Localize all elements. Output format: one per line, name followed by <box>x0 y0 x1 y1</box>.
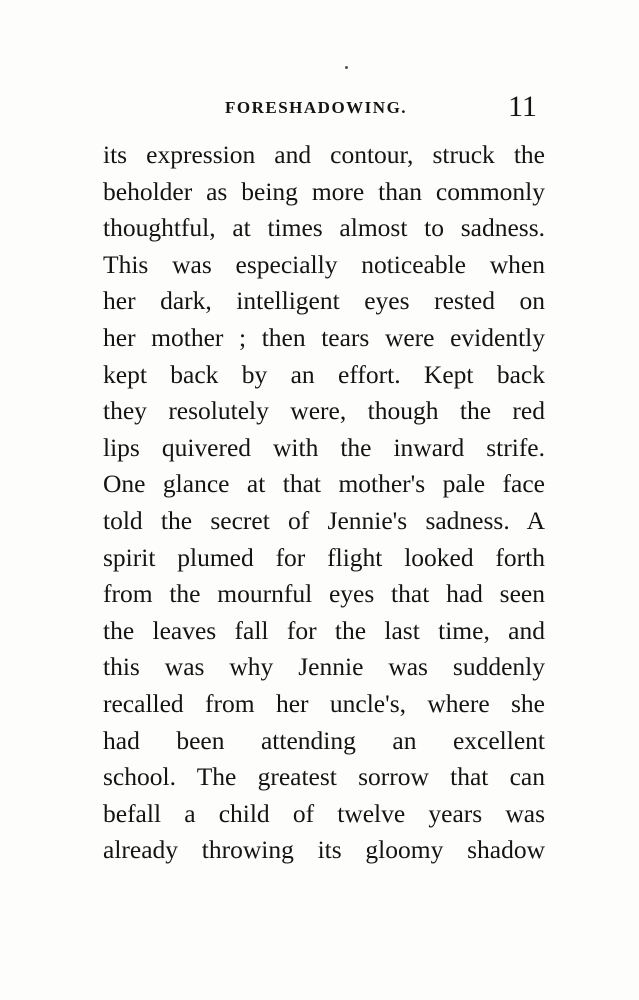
text-line: spirit plumed for flight looked forth <box>103 542 545 572</box>
text-line: lips quivered with the inward strife. <box>103 432 545 462</box>
text-line: the leaves fall for the last time, and <box>103 615 545 645</box>
running-head: FORESHADOWING. <box>225 98 408 117</box>
text-line: recalled from her uncle's, where she <box>103 688 545 718</box>
ink-speck <box>345 66 348 69</box>
text-line: had been attending an excellent <box>103 725 545 755</box>
text-line: thoughtful, at times almost to sadness. <box>103 213 545 243</box>
text-line: this was why Jennie was suddenly <box>103 652 545 682</box>
text-line: told the secret of Jennie's sadness. A <box>103 505 545 535</box>
text-line: This was especially noticeable when <box>103 249 545 279</box>
text-line: befall a child of twelve years was <box>103 798 545 828</box>
text-line: they resolutely were, though the red <box>103 396 545 426</box>
text-line: school. The greatest sorrow that can <box>103 762 545 792</box>
text-line: One glance at that mother's pale face <box>103 469 545 499</box>
text-line: beholder as being more than commonly <box>103 176 545 206</box>
text-line: its expression and contour, struck the <box>103 140 545 169</box>
page-header <box>0 90 639 126</box>
page-number: 11 <box>508 90 537 123</box>
text-line: kept back by an effort. Kept back <box>103 359 545 389</box>
body-text <box>103 137 545 869</box>
text-line: already throwing its gloomy shadow <box>103 835 545 865</box>
text-line: her mother ; then tears were evidently <box>103 322 545 352</box>
text-line: her dark, intelligent eyes rested on <box>103 286 545 316</box>
text-line: from the mournful eyes that had seen <box>103 579 545 609</box>
